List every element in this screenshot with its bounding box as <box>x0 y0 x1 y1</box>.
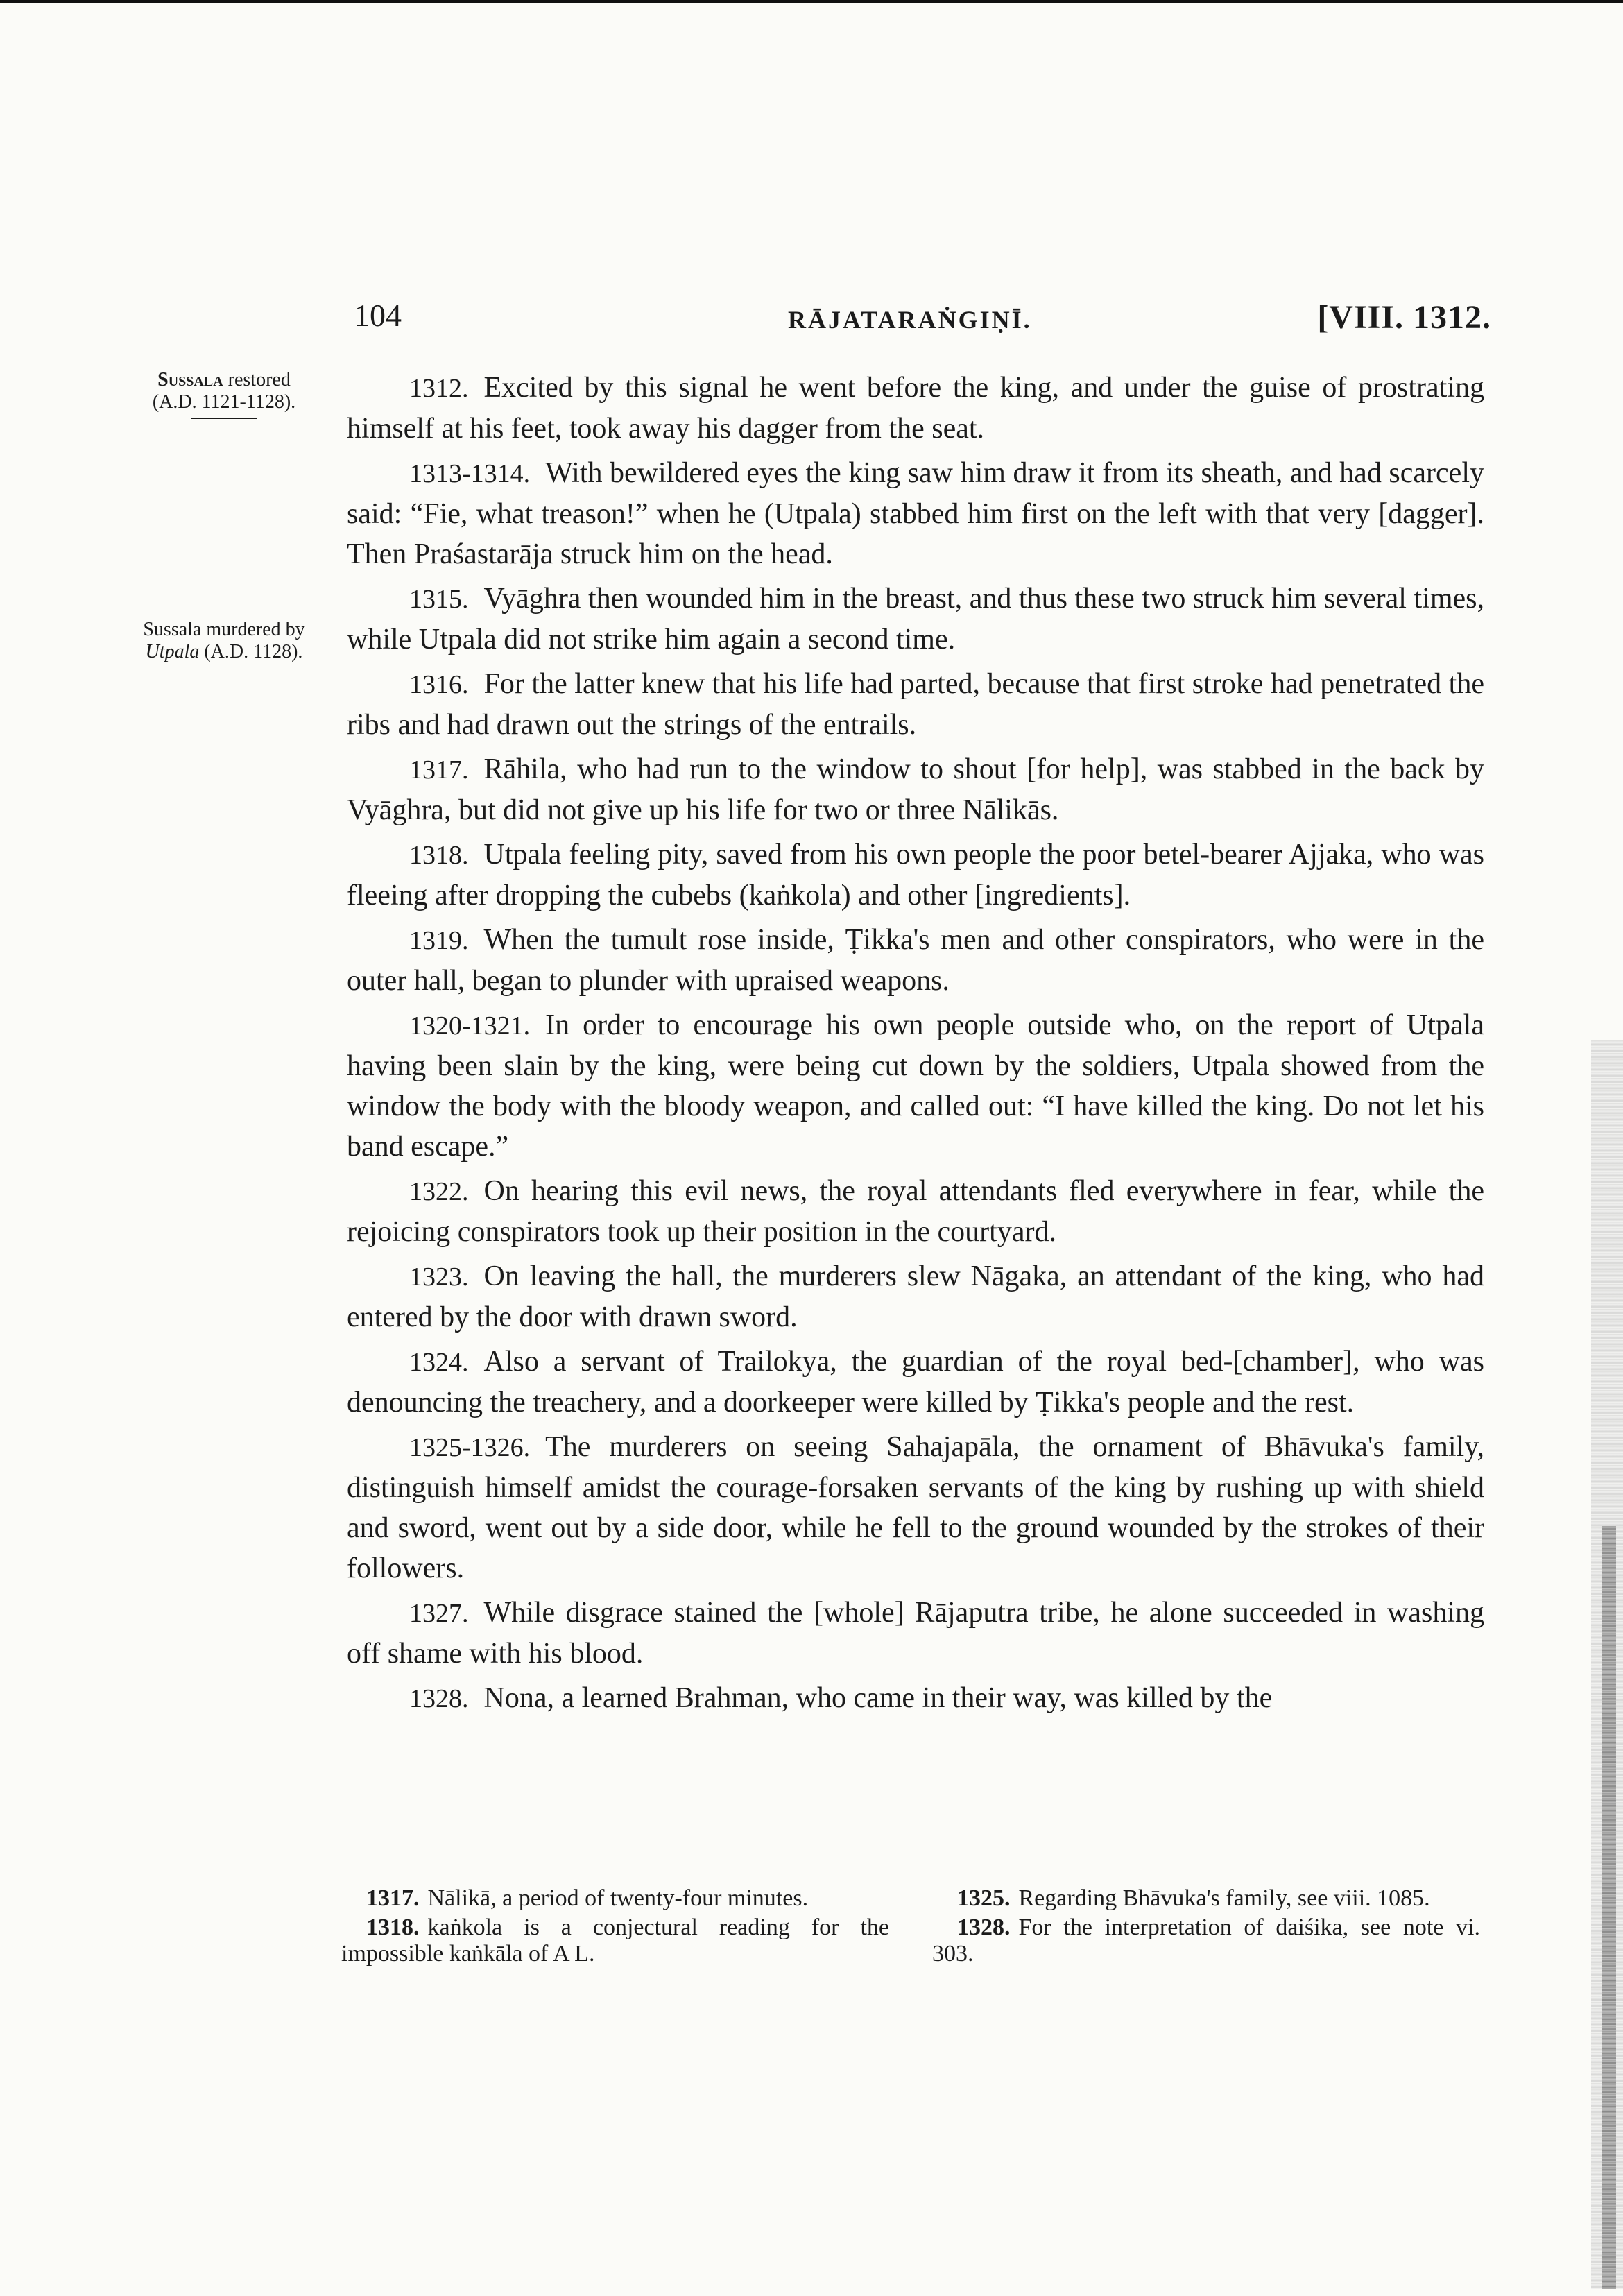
page-top-edge <box>0 0 1623 3</box>
footnote-1328: 1328. For the interpretation of daiśika, see note vi. 303. <box>932 1914 1480 1967</box>
footnote-1317: 1317. Nālikā, a period of twenty-four minutes. <box>366 1885 809 1911</box>
verse-1313-1314: 1313-1314. With bewildered eyes the king saw him draw it from its sheath, and had scarcely said: “Fie, what treason!” when he (Utpala) stabbed him first on the left with that very [dagger]. Then Praśastarāja struck him on the head. <box>347 457 1484 570</box>
margin-note-name: Sussala <box>157 369 223 391</box>
verse-1325-1326: 1325-1326. The murderers on seeing Sahajapāla, the ornament of Bhāvuka's family, distinguish himself amidst the courage-forsaken servants of the king by rushing up with shield and sword, went out by a side door, while he fell to the ground wounded by the strokes of their followers. <box>347 1431 1484 1584</box>
margin-note-sussala-restored <box>117 369 332 419</box>
margin-note-rule <box>191 418 257 419</box>
margin-note-text: Sussala murdered by <box>143 619 305 640</box>
verse-1312: 1312. Excited by this signal he went before the king, and under the guise of prostrating himself at his feet, took away his dagger from the seat. <box>347 372 1484 445</box>
section-reference: [VIII. 1312. <box>1317 299 1491 336</box>
margin-note-sussala-murdered <box>117 619 332 663</box>
footnotes-right-column <box>932 1885 1480 1970</box>
page-binding-shadow <box>1602 1526 1616 2289</box>
running-title: RĀJATARAṄGIṆĪ. <box>788 306 1032 334</box>
verse-1324: 1324. Also a servant of Trailokya, the guardian of the royal bed-[chamber], who was denouncing the treachery, and a doorkeeper were killed by Ṭikka's people and the rest. <box>347 1346 1484 1419</box>
footnotes-left-column <box>341 1885 889 1970</box>
page-number: 104 <box>354 298 402 333</box>
margin-note-dates: (A.D. 1128). <box>199 641 303 662</box>
verse-1317: 1317. Rāhila, who had run to the window to shout [for help], was stabbed in the back by Vyāghra, but did not give up his life for two or three Nālikās. <box>347 753 1484 826</box>
margin-note-text: restored <box>223 369 291 391</box>
running-header <box>354 297 1491 345</box>
verse-1328: 1328. Nona, a learned Brahman, who came in their way, was killed by the <box>409 1682 1273 1714</box>
footnote-1325: 1325. Regarding Bhāvuka's family, see viii. 1085. <box>957 1885 1430 1911</box>
verse-1319: 1319. When the tumult rose inside, Ṭikka's men and other conspirators, who were in the outer hall, began to plunder with upraised weapons. <box>347 924 1484 997</box>
verse-1327: 1327. While disgrace stained the [whole] Rājaputra tribe, he alone succeeded in washing off shame with his blood. <box>347 1597 1484 1670</box>
verse-1322: 1322. On hearing this evil news, the royal attendants fled everywhere in fear, while the rejoicing conspirators took up their position in the courtyard. <box>347 1175 1484 1248</box>
footnote-1318: 1318. kaṅkola is a conjectural reading for the impossible kaṅkāla of A L. <box>341 1914 889 1967</box>
verse-1323: 1323. On leaving the hall, the murderers slew Nāgaka, an attendant of the king, who had entered by the door with drawn sword. <box>347 1260 1484 1333</box>
verse-1318: 1318. Utpala feeling pity, saved from his own people the poor betel-bearer Ajjaka, who was fleeing after dropping the cubebs (kaṅkola) and other [ingredients]. <box>347 839 1484 911</box>
verse-1320-1321: 1320-1321. In order to encourage his own people outside who, on the report of Utpala having been slain by the king, were being cut down by the soldiers, Utpala showed from the window the body with the bloody weapon, and called out: “I have killed the king. Do not let his band escape.” <box>347 1009 1484 1163</box>
verse-1315: 1315. Vyāghra then wounded him in the breast, and thus these two struck him several times, while Utpala did not strike him again a second time. <box>347 583 1484 656</box>
verse-1316: 1316. For the latter knew that his life had parted, because that first stroke had penetrated the ribs and had drawn out the strings of the entrails. <box>347 668 1484 741</box>
margin-note-name: Utpala <box>145 641 200 662</box>
main-text <box>347 368 1484 1723</box>
margin-note-dates: (A.D. 1121-1128). <box>152 391 296 413</box>
